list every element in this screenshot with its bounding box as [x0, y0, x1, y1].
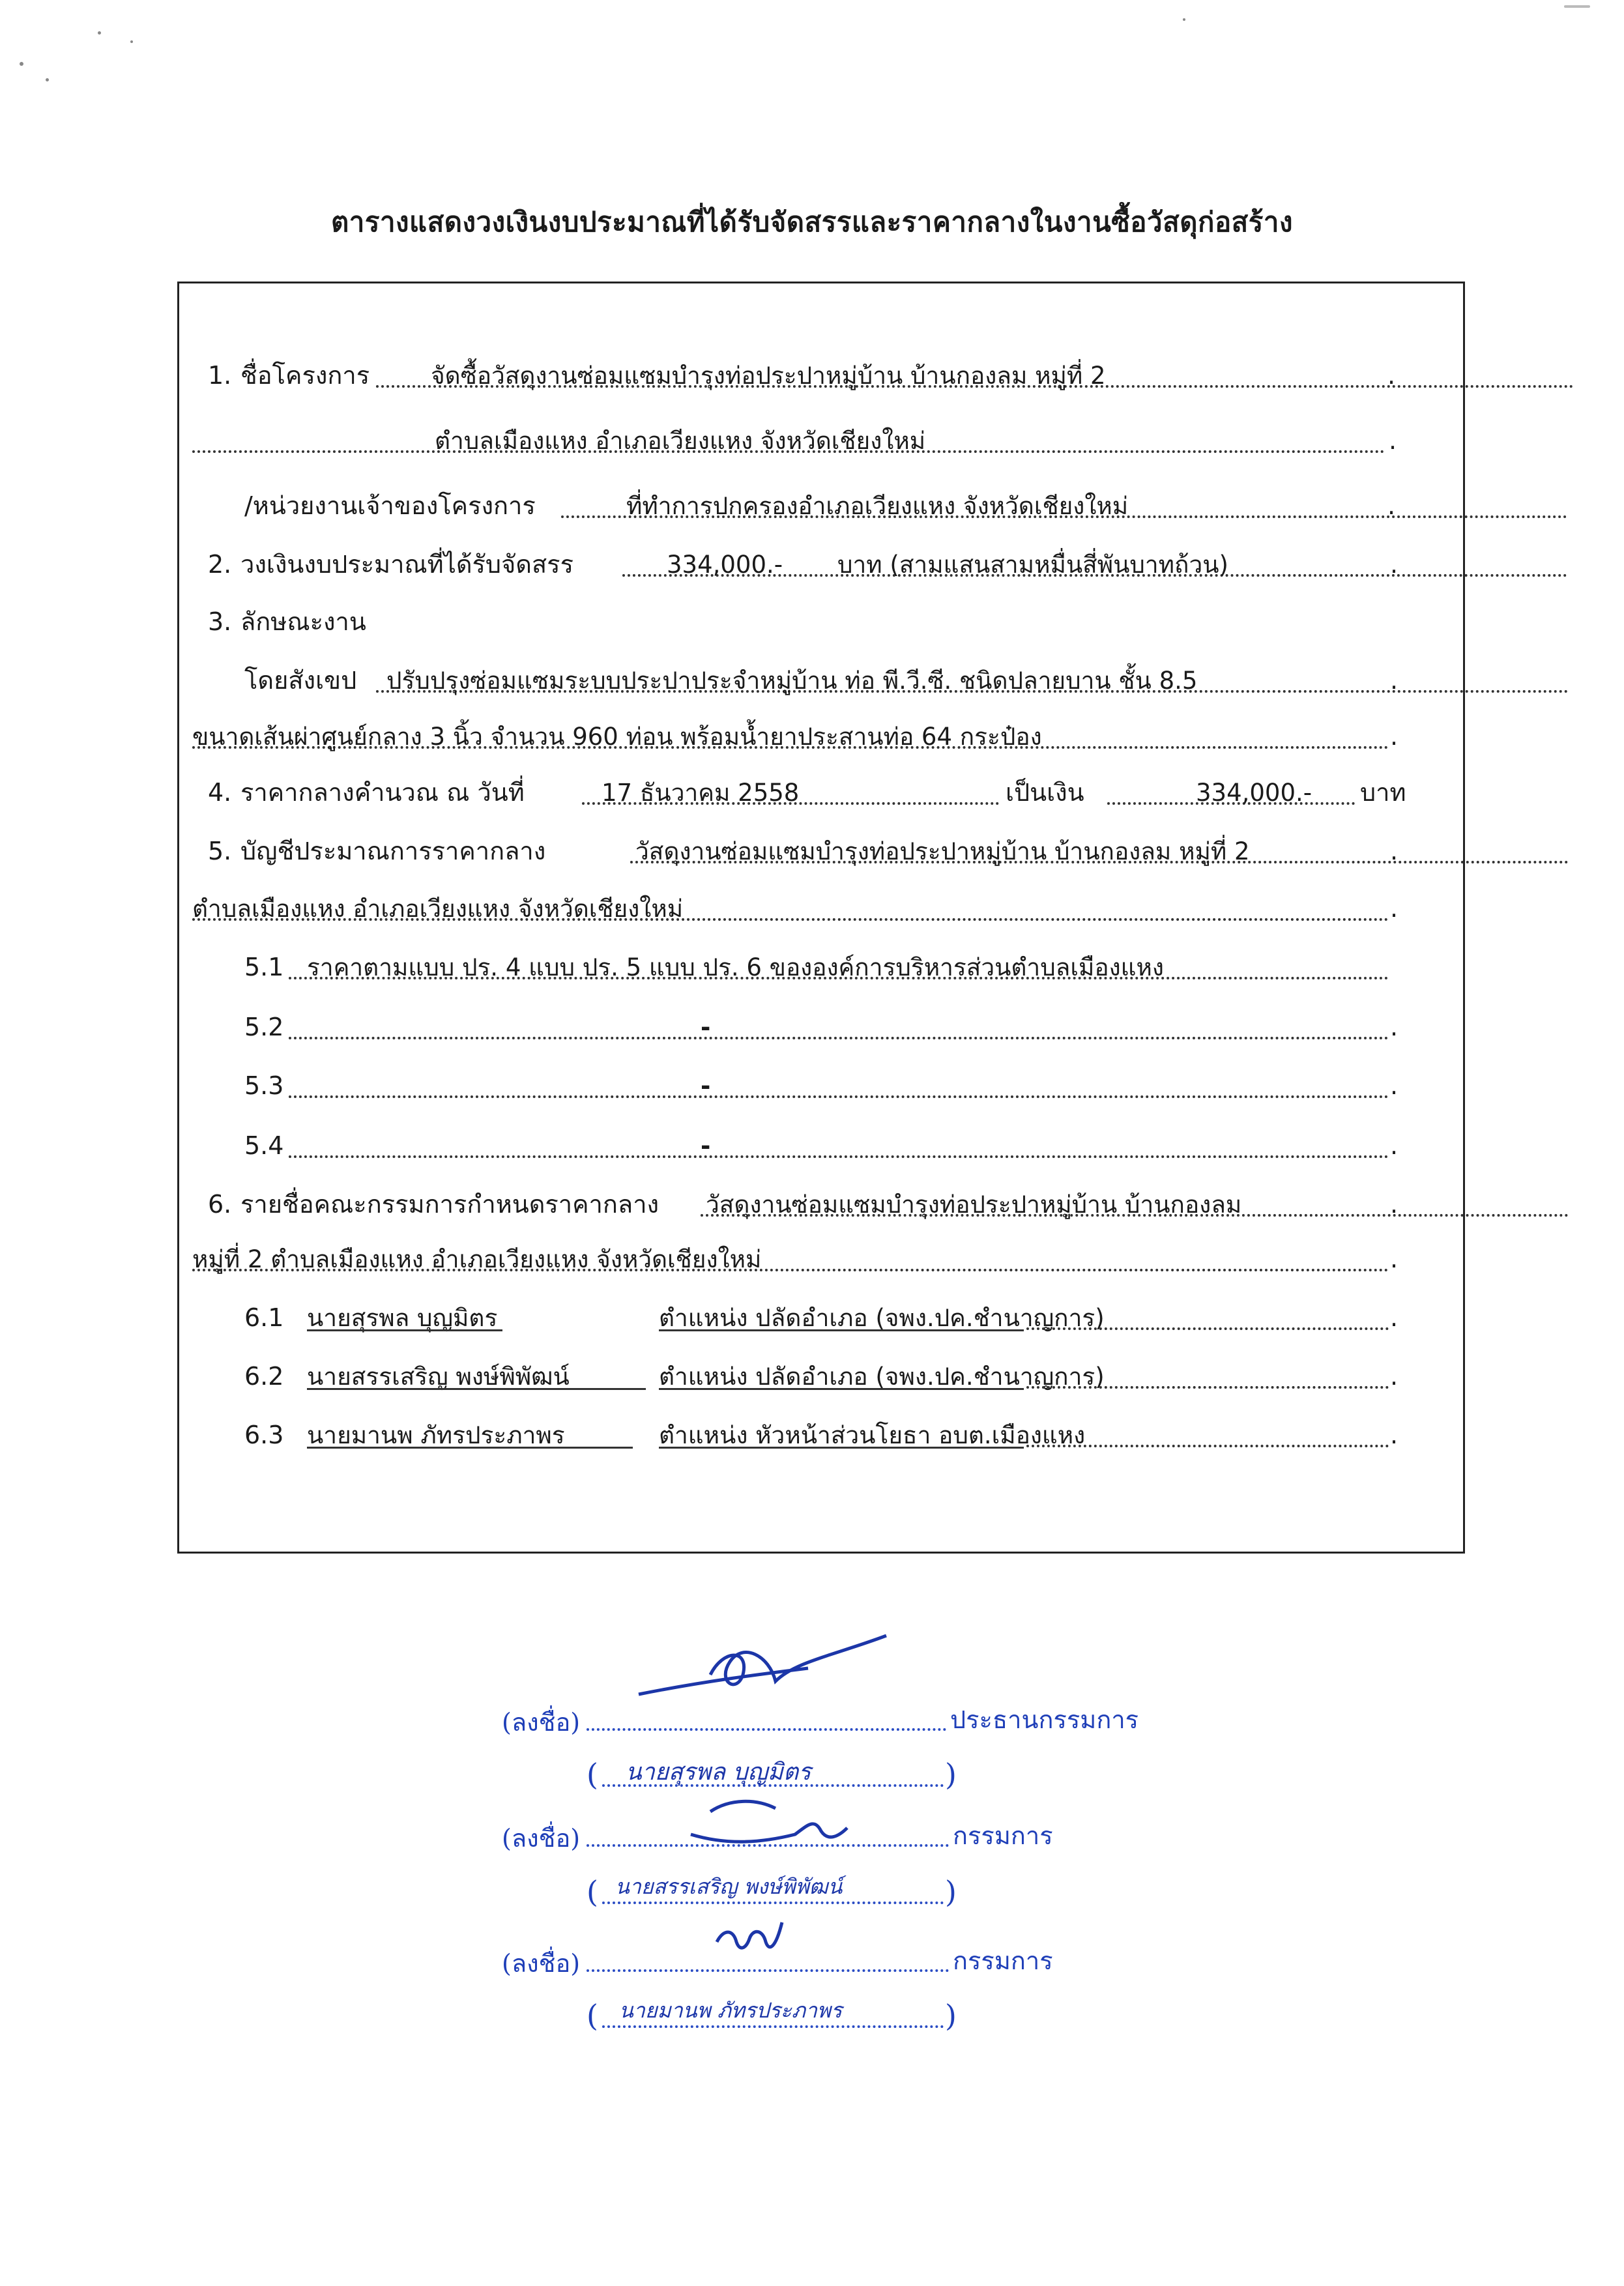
item3-row: [179, 600, 1463, 639]
end-mark: .: [1390, 1362, 1399, 1391]
item5-row1: [179, 830, 1463, 869]
underline: [659, 1388, 1024, 1390]
item5-label: บัญชีประมาณการราคากลาง: [240, 837, 546, 865]
document-title: ตารางแสดงวงเงินงบประมาณที่ได้รับจัดสรรและราคากลางในงานซื้อวัสดุก่อสร้าง: [331, 206, 1293, 238]
end-mark: .: [1390, 550, 1399, 579]
summary-text-line1: ปรับปรุงซ่อมแซมระบบประปาประจำหมู่บ้าน ท่อ พี.วี.ซี. ชนิดปลายบาน ชั้น 8.5: [386, 667, 1198, 695]
sub-item-number: 5.2: [244, 1013, 284, 1041]
item2-row: [179, 543, 1463, 582]
summary-row1: [179, 659, 1463, 698]
budget-amount-words: บาท (สามแสนสามหมื่นสี่พันบาทถ้วน): [837, 551, 1228, 579]
sub-item-number: 5.4: [244, 1131, 284, 1160]
estimate-account-name: วัสดุงานซ่อมแซมบำรุงท่อประปาหมู่บ้าน บ้านกองลม หมู่ที่ 2: [635, 837, 1250, 865]
dotted-line: [1026, 1445, 1389, 1447]
item6-label: รายชื่อคณะกรรมการกำหนดราคากลาง: [240, 1190, 660, 1219]
committee-member-row: [179, 1355, 1463, 1394]
underline: [307, 1447, 633, 1449]
close-paren: ): [945, 1998, 957, 2033]
budget-form-frame: [177, 282, 1465, 1554]
end-mark: .: [1390, 1245, 1399, 1273]
agency-label: /หน่วยงานเจ้าของโครงการ: [244, 491, 536, 520]
end-mark: .: [1390, 722, 1399, 751]
sub-item-row: [179, 1124, 1463, 1163]
underline: [659, 1447, 1024, 1449]
end-mark: .: [1390, 1421, 1399, 1449]
item3-label: ลักษณะงาน: [240, 607, 366, 636]
scan-speck: [1564, 5, 1590, 8]
member-position: ตำแหน่ง หัวหน้าส่วนโยธา อบต.เมืองแหง: [659, 1421, 1086, 1449]
sign-label: (ลงชื่อ): [502, 1949, 581, 1978]
end-mark: .: [1390, 1190, 1399, 1219]
item1-number: 1.: [208, 361, 232, 390]
handwritten-name: นายสุรพล บุญมิตร: [626, 1759, 811, 1786]
close-paren: ): [945, 1757, 957, 1792]
signature-scribble: [684, 1799, 854, 1851]
end-mark: .: [1387, 361, 1396, 390]
item6-number: 6.: [208, 1190, 232, 1219]
sign-label: (ลงชื่อ): [502, 1708, 581, 1737]
item1-row1: [179, 354, 1463, 393]
item4-row: [179, 771, 1463, 810]
sub-item-row: [179, 1064, 1463, 1103]
member-position: ตำแหน่ง ปลัดอำเภอ (จพง.ปค.ชำนาญการ): [659, 1304, 1105, 1332]
project-location: ตำบลเมืองแหง อำเภอเวียงแหง จังหวัดเชียงใหม่: [435, 427, 926, 455]
signature-dotted-line: [587, 1844, 949, 1847]
member-name: นายสรรเสริญ พงษ์พิพัฒน์: [307, 1363, 570, 1391]
item3-number: 3.: [208, 607, 232, 636]
end-mark: .: [1390, 1071, 1399, 1100]
item4-label: ราคากลางคำนวณ ณ วันที่: [240, 778, 525, 807]
close-paren: ): [945, 1874, 957, 1909]
sub-item-text: ราคาตามแบบ ปร. 4 แบบ ปร. 5 แบบ ปร. 6 ขององค์การบริหารส่วนตำบลเมืองแหง: [307, 953, 1164, 981]
scan-speck: [130, 40, 133, 43]
end-mark: .: [1390, 1131, 1399, 1160]
signature-dotted-line: [587, 1969, 949, 1972]
sub-item-text: -: [701, 1072, 711, 1100]
handwritten-name: นายสรรเสริญ พงษ์พิพัฒน์: [615, 1874, 843, 1899]
sub-item-number: 5.1: [244, 953, 284, 981]
signature-dotted-line: [587, 1728, 946, 1731]
sub-item-text: -: [701, 1013, 711, 1041]
item5-number: 5.: [208, 837, 232, 865]
dotted-line: [1026, 1327, 1389, 1330]
dotted-line: [289, 1037, 1389, 1039]
committee-member-row: [179, 1413, 1463, 1453]
signer-role: ประธานกรรมการ: [950, 1705, 1139, 1734]
end-mark: .: [1390, 1303, 1399, 1332]
underline: [307, 1388, 646, 1390]
scan-speck: [1183, 18, 1185, 21]
end-mark: .: [1389, 426, 1397, 455]
summary-row2: [179, 715, 1463, 754]
signature-scribble: [626, 1629, 912, 1707]
underline: [307, 1329, 502, 1331]
summary-text-line2: ขนาดเส้นผ่าศูนย์กลาง 3 นิ้ว จำนวน 960 ท่อน พร้อมน้ำยาประสานท่อ 64 กระป๋อง: [192, 723, 1042, 751]
member-name: นายมานพ ภัทรประภาพร: [307, 1421, 565, 1449]
committee-location: หมู่ที่ 2 ตำบลเมืองแหง อำเภอเวียงแหง จังหวัดเชียงใหม่: [192, 1245, 762, 1273]
scan-speck: [46, 78, 49, 81]
member-number: 6.3: [244, 1421, 284, 1449]
member-position: ตำแหน่ง ปลัดอำเภอ (จพง.ปค.ชำนาญการ): [659, 1363, 1105, 1391]
open-paren: (: [587, 1757, 598, 1792]
end-mark: .: [1390, 1013, 1399, 1041]
scan-speck: [98, 31, 101, 35]
item1-row2: [179, 419, 1463, 458]
sub-item-row: [179, 1006, 1463, 1045]
item1-label: ชื่อโครงการ: [240, 361, 370, 390]
agency-value: ที่ทำการปกครองอำเภอเวียงแหง จังหวัดเชียงใหม่: [626, 492, 1129, 520]
sub-item-text: -: [701, 1132, 711, 1160]
item6-row2: [179, 1237, 1463, 1277]
dotted-line: [1026, 1386, 1389, 1389]
member-name: นายสุรพล บุญมิตร: [307, 1304, 498, 1332]
member-number: 6.2: [244, 1362, 284, 1391]
median-price-amount: 334,000.-: [1196, 779, 1312, 807]
committee-member-row: [179, 1296, 1463, 1335]
item2-number: 2.: [208, 550, 232, 579]
sub-item-number: 5.3: [244, 1071, 284, 1100]
project-name: จัดซื้อวัสดุงานซ่อมแซมบำรุงท่อประปาหมู่บ้าน บ้านกองลม หมู่ที่ 2: [431, 362, 1106, 390]
end-mark: .: [1387, 491, 1396, 520]
dotted-line: [289, 1095, 1389, 1098]
signer-role: กรรมการ: [953, 1946, 1053, 1975]
handwritten-name: นายมานพ ภัทรประภาพร: [619, 1998, 843, 2023]
end-mark: .: [1390, 894, 1399, 923]
item2-label: วงเงินงบประมาณที่ได้รับจัดสรร: [240, 550, 573, 579]
open-paren: (: [587, 1998, 598, 2033]
signature-scribble: [710, 1916, 789, 1961]
budget-amount: 334,000.-: [667, 551, 783, 579]
item4-number: 4.: [208, 778, 232, 807]
open-paren: (: [587, 1874, 598, 1909]
sign-label: (ลงชื่อ): [502, 1824, 581, 1853]
agency-row: [179, 484, 1463, 523]
committee-project: วัสดุงานซ่อมแซมบำรุงท่อประปาหมู่บ้าน บ้านกองลม: [706, 1191, 1242, 1219]
dotted-line: [289, 1155, 1389, 1158]
end-mark: .: [1390, 837, 1399, 865]
sub-item-row: [179, 946, 1463, 985]
underline: [659, 1329, 1024, 1331]
signer-role: กรรมการ: [953, 1821, 1053, 1850]
member-number: 6.1: [244, 1303, 284, 1332]
end-mark: .: [1390, 666, 1399, 695]
scan-speck: [20, 62, 23, 66]
currency-unit: บาท: [1360, 778, 1406, 807]
item6-row1: [179, 1183, 1463, 1222]
item5-row2: [179, 887, 1463, 926]
amount-label: เป็นเงิน: [1006, 778, 1084, 807]
summary-label: โดยสังเขป: [244, 666, 357, 695]
estimate-account-location: ตำบลเมืองแหง อำเภอเวียงแหง จังหวัดเชียงใหม่: [192, 895, 684, 923]
reference-date: 17 ธันวาคม 2558: [602, 779, 800, 807]
